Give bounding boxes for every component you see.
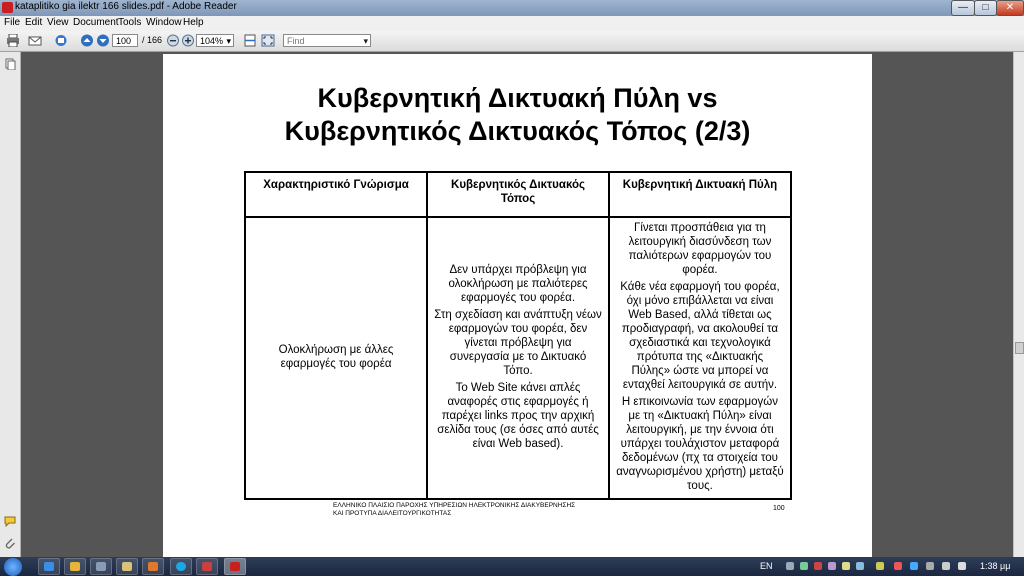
tray-icon[interactable] (842, 562, 850, 570)
scrollbar-thumb[interactable] (1015, 342, 1024, 354)
start-button[interactable] (4, 558, 22, 576)
navigation-panel (0, 52, 21, 557)
chevron-down-icon: ▾ (226, 36, 231, 46)
comments-icon[interactable] (4, 515, 16, 527)
find-dropdown-icon[interactable]: ▾ (363, 36, 368, 46)
site-paragraph: Δεν υπάρχει πρόβλεψη για ολοκλήρωση με παλιότερες εφαρμογές του φορέα. (448, 263, 588, 304)
table-header-row (245, 172, 791, 217)
slide-page-number: 100 (773, 505, 785, 512)
portal-paragraph: Γίνεται προσπάθεια για τη λειτουργική διασύνδεση των παλιότερων εφαρμογών του φορέα. (628, 221, 772, 276)
media-player-icon (148, 562, 158, 571)
taskbar-ie[interactable] (38, 558, 60, 575)
table-row (245, 217, 791, 499)
app-icon (96, 562, 106, 571)
tray-icon[interactable] (800, 562, 808, 570)
maximize-button[interactable]: □ (974, 0, 997, 16)
footer-line-1: ΕΛΛΗΝΙΚΟ ΠΛΑΙΣΙΟ ΠΑΡΟΧΗΣ ΥΠΗΡΕΣΙΩΝ ΗΛΕΚΤΡΟΝΙΚΗΣ ΔΙΑΚΥΒΕΡΝΗΣΗΣ (333, 502, 576, 509)
tray-icon[interactable] (828, 562, 836, 570)
tray-icon[interactable] (876, 562, 884, 570)
comparison-table (244, 171, 792, 500)
window-titlebar (0, 0, 1024, 16)
slide-footer (333, 502, 575, 518)
toolbar (0, 31, 1024, 52)
footer-line-2: ΚΑΙ ΠΡΟΤΥΠΑ ΔΙΑΛΕΙΤΟΥΡΓΙΚΟΤΗΤΑΣ (333, 510, 452, 517)
slide-title-line-1: Κυβερνητική Δικτυακή Πύλη vs (317, 83, 718, 113)
taskbar-adobe-reader[interactable] (224, 558, 246, 575)
review-icon[interactable] (54, 34, 68, 47)
close-button[interactable]: ✕ (996, 0, 1024, 16)
taskbar-skype[interactable] (170, 558, 192, 575)
menu-help[interactable]: Help (183, 17, 204, 28)
page-number-input[interactable]: 100 (112, 34, 138, 47)
zoom-level-value: 104% (200, 36, 224, 46)
menu-window[interactable]: Window (146, 17, 182, 28)
vertical-scrollbar[interactable] (1013, 52, 1024, 557)
attachments-icon[interactable] (4, 537, 16, 549)
feature-text: Ολοκλήρωση με άλλες εφαρμογές του φορέα (278, 343, 394, 370)
pages-icon[interactable] (4, 58, 16, 70)
fullscreen-icon[interactable] (261, 34, 275, 47)
taskbar (0, 557, 1024, 576)
print-icon[interactable] (6, 34, 20, 47)
app-icon (122, 562, 132, 571)
web-site-cell (427, 217, 609, 499)
menu-view[interactable]: View (47, 17, 69, 28)
clock[interactable]: 1:38 μμ (980, 561, 1011, 571)
menu-edit[interactable]: Edit (25, 17, 43, 28)
header-feature: Χαρακτηριστικό Γνώρισμα (245, 172, 427, 217)
bluetooth-icon[interactable] (910, 562, 918, 570)
skype-icon (176, 562, 186, 571)
browser-icon (44, 562, 54, 571)
taskbar-explorer[interactable] (64, 558, 86, 575)
folder-icon (70, 562, 80, 571)
slide-title-line-2: Κυβερνητικός Δικτυακός Τόπος (2/3) (284, 116, 751, 146)
app-icon (202, 562, 212, 571)
taskbar-app-3[interactable] (90, 558, 112, 575)
prev-page-icon[interactable] (80, 34, 94, 47)
zoom-level-select[interactable] (196, 34, 234, 47)
tray-icon[interactable] (894, 562, 902, 570)
taskbar-app-4[interactable] (116, 558, 138, 575)
portal-paragraph: Η επικοινωνία των εφαρμογών με τη «Δικτυακή Πύλη» είναι λειτουργική, με την έννοια ότι υπάρχει τουλάχιστον μεταφορά δεδομένων (πχ τα στοιχεία του αναγνωρισμένου χρήστη) μεταξύ τους. (616, 395, 784, 492)
window-title: kataplitiko gia ilektr 166 slides.pdf - Adobe Reader (15, 1, 237, 12)
volume-icon[interactable] (958, 562, 966, 570)
menu-tools[interactable]: Tools (118, 17, 142, 28)
adobe-reader-icon (2, 2, 13, 13)
total-pages-label: / 166 (142, 35, 163, 45)
find-input[interactable] (283, 34, 371, 47)
adobe-reader-icon (230, 562, 240, 571)
header-web-site: Κυβερνητικός Δικτυακός Τόπος (427, 172, 609, 217)
tray-icon[interactable] (926, 562, 934, 570)
header-portal: Κυβερνητική Δικτυακή Πύλη (609, 172, 791, 217)
next-page-icon[interactable] (96, 34, 110, 47)
zoom-out-icon[interactable] (166, 34, 180, 47)
site-paragraph: Στη σχεδίαση και ανάπτυξη νέων εφαρμογών του φορέα, δεν γίνεται πρόβλεψη για συνεργασία με το Δικτυακό Τόπο. (434, 308, 602, 377)
find-placeholder: Find (287, 36, 305, 46)
slide-title (163, 82, 872, 148)
taskbar-app-7[interactable] (196, 558, 218, 575)
taskbar-media[interactable] (142, 558, 164, 575)
site-paragraph: Το Web Site κάνει απλές αναφορές στις εφαρμογές ή παρέχει links προς την αρχική σελίδα τους (σε όσες από αυτές είναι Web based). (437, 381, 599, 450)
network-icon[interactable] (942, 562, 950, 570)
email-icon[interactable] (28, 34, 42, 47)
language-indicator[interactable]: EN (760, 561, 773, 571)
tray-icon[interactable] (786, 562, 794, 570)
menu-bar (0, 16, 1024, 32)
zoom-in-icon[interactable] (181, 34, 195, 47)
menu-document[interactable]: Document (73, 17, 119, 28)
feature-cell (245, 217, 427, 499)
portal-paragraph: Κάθε νέα εφαρμογή του φορέα, όχι μόνο επιβάλλεται να είναι Web Based, αλλά τίθεται ως προδιαγραφή, να ακολουθεί τα σχεδιαστικά και τεχνολογικά πρότυπα της «Δικτυακής Πύλης» ώστε να μπορεί να ενταχθεί λειτουργικά σε αυτήν. (620, 280, 780, 391)
fit-width-icon[interactable] (243, 34, 257, 47)
tray-icon[interactable] (856, 562, 864, 570)
portal-cell (609, 217, 791, 499)
minimize-button[interactable]: — (951, 0, 975, 16)
tray-icon[interactable] (814, 562, 822, 570)
pdf-page (163, 54, 872, 557)
menu-file[interactable]: File (4, 17, 21, 28)
